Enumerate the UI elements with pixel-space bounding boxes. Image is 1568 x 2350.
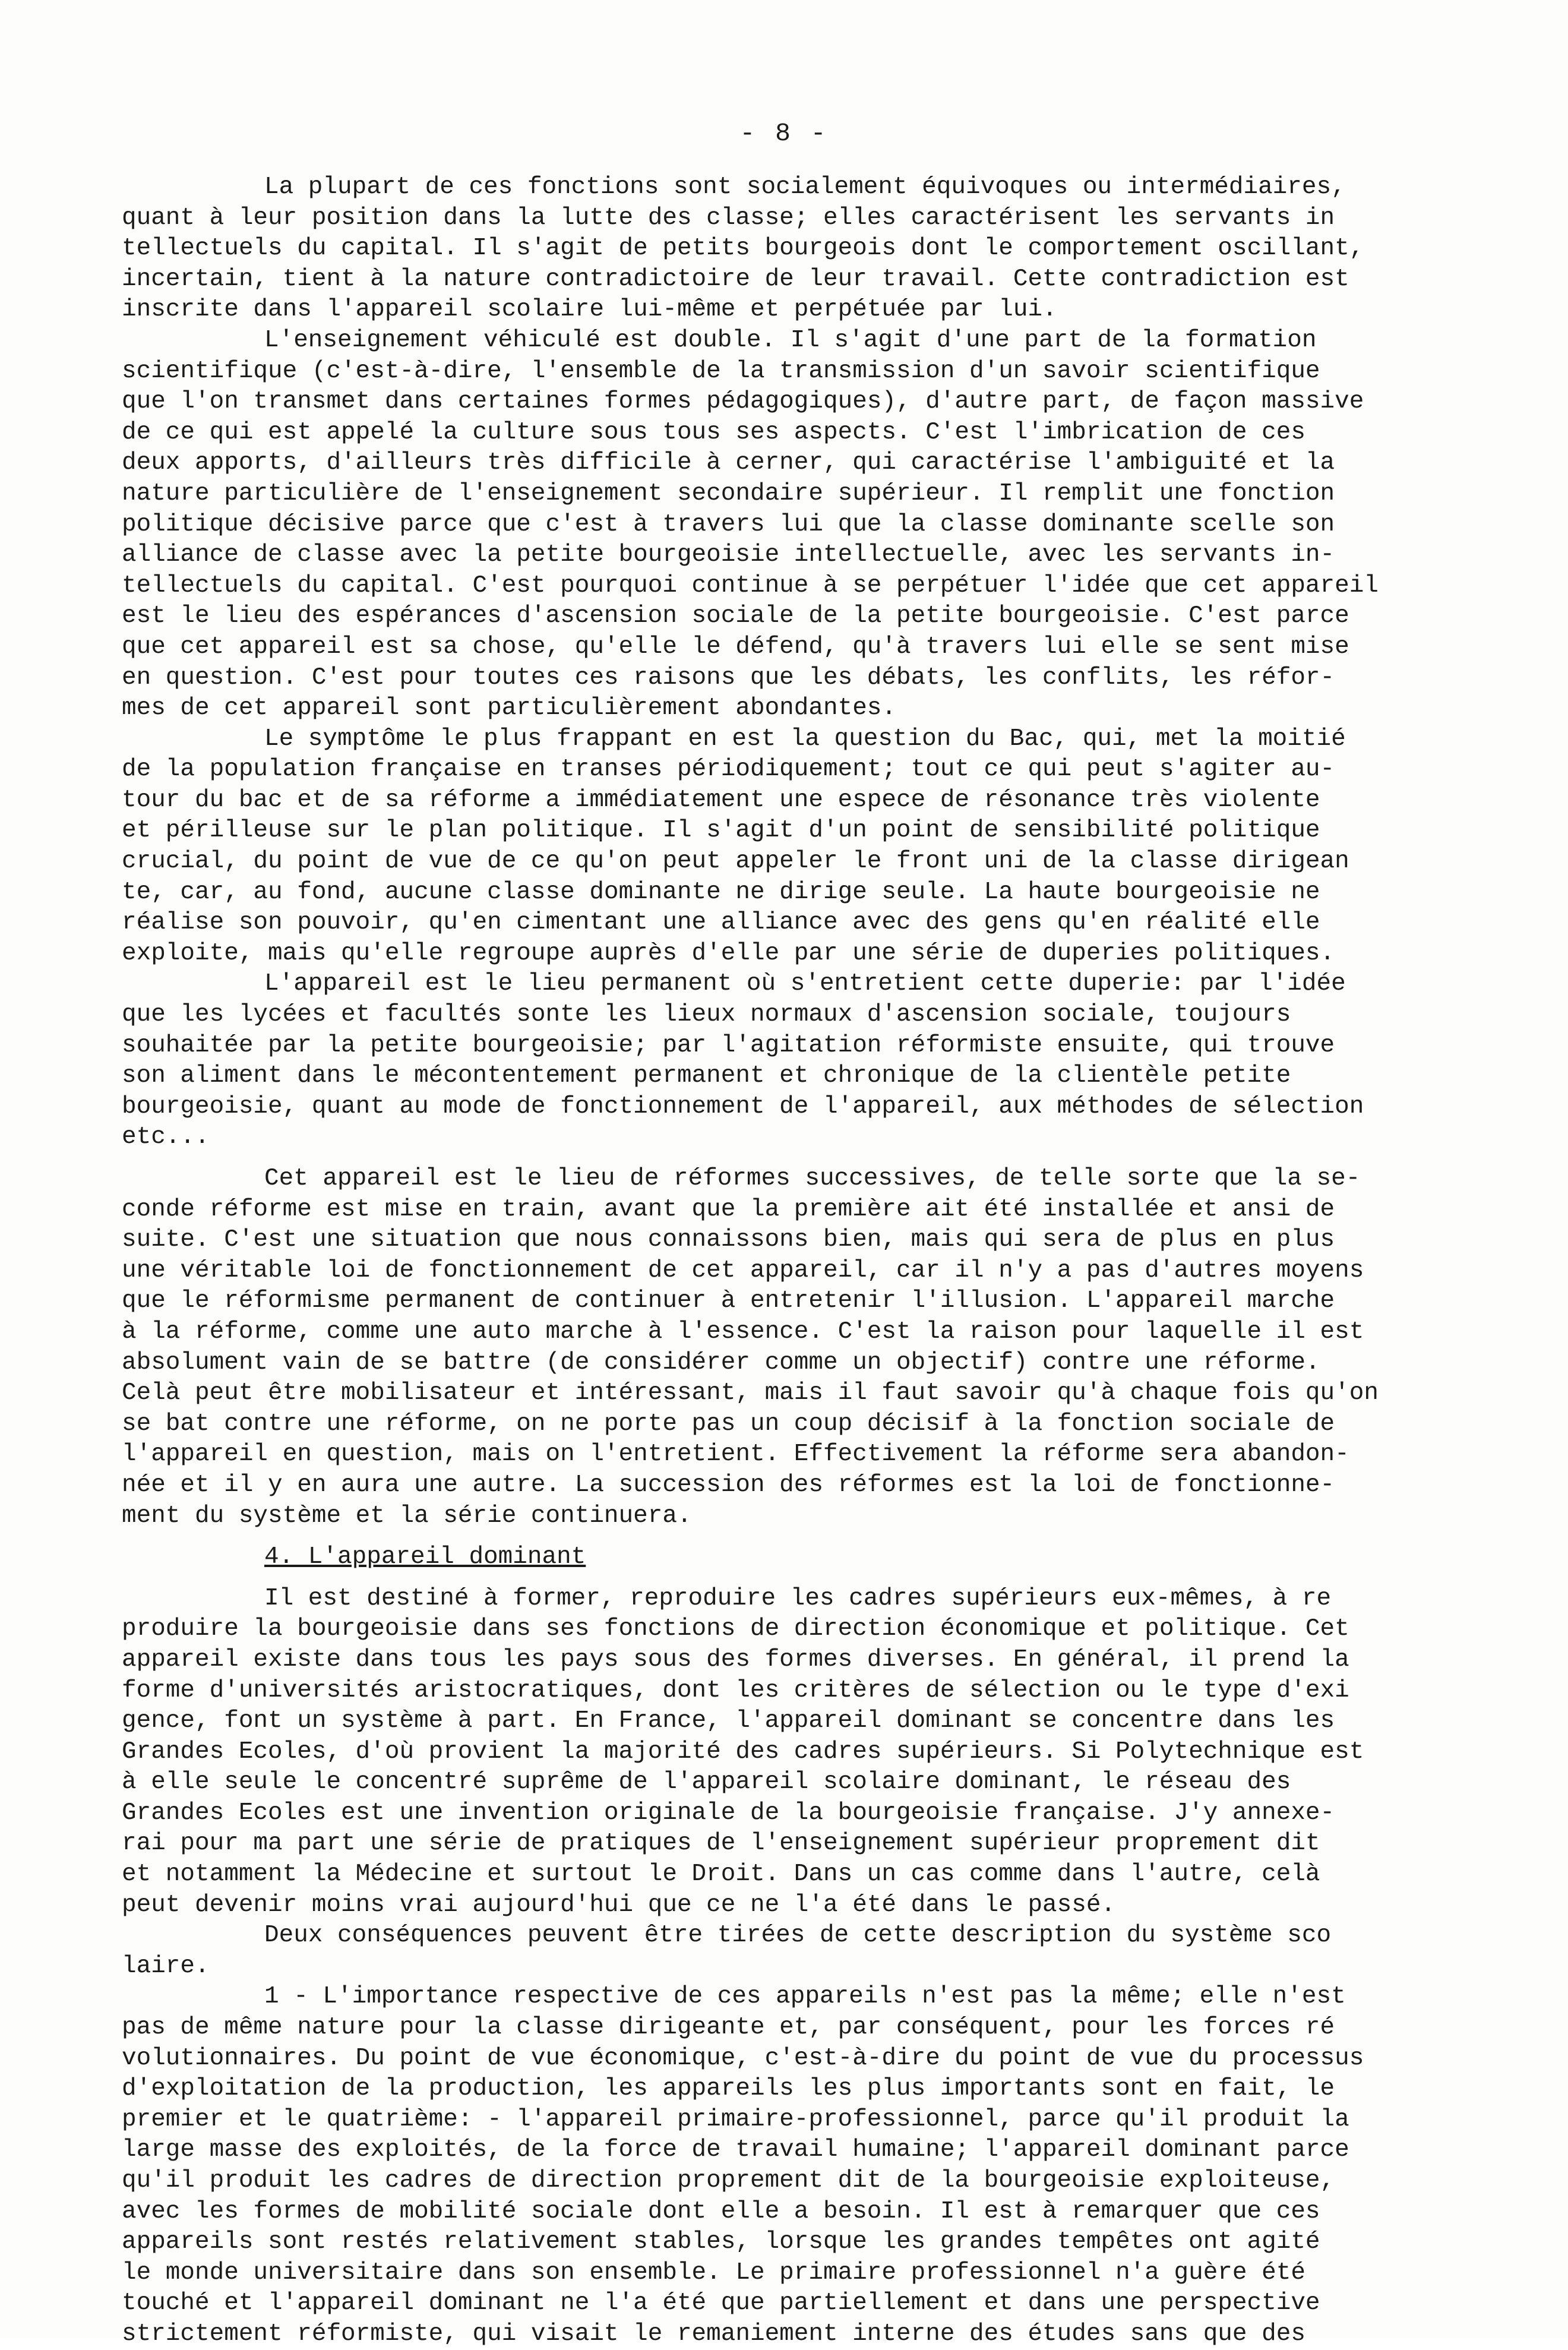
text-line: rai pour ma part une série de pratiques de l'enseignement supérieur proprement dit [122, 1830, 1320, 1858]
text-line: se bat contre une réforme, on ne porte pas un coup décisif à la fonction sociale de [122, 1410, 1335, 1438]
text-line: bourgeoisie, quant au mode de fonctionnement de l'appareil, aux méthodes de sélection [122, 1092, 1364, 1120]
paragraph [122, 326, 1411, 724]
text-line: etc... [122, 1123, 210, 1151]
text-line: et notamment la Médecine et surtout le Droit. Dans un cas comme dans l'autre, celà [122, 1861, 1320, 1888]
text-line: Deux conséquences peuvent être tirées de cette description du système sco [264, 1922, 1332, 1950]
text-line: appareils sont restés relativement stables, lorsque les grandes tempêtes ont agité [122, 2228, 1320, 2256]
text-line: appareil existe dans tous les pays sous des formes diverses. En général, il prend la [122, 1645, 1349, 1673]
text-line: en question. C'est pour toutes ces raisons que les débats, les conflits, les réfor- [122, 664, 1335, 691]
text-line: et périlleuse sur le plan politique. Il s'agit d'un point de sensibilité politique [122, 817, 1320, 845]
text-line: d'exploitation de la production, les appareils les plus importants sont en fait, le [122, 2075, 1335, 2103]
text-line: ment du système et la série continuera. [122, 1502, 692, 1530]
text-line: forme d'universités aristocratiques, dont les critères de sélection ou le type d'exi [122, 1676, 1349, 1704]
text-line: Le symptôme le plus frappant en est la question du Bac, qui, met la moitié [264, 725, 1346, 753]
paragraph-gap [122, 1573, 1411, 1584]
text-line: le monde universitaire dans son ensemble. Le primaire professionnel n'a guère été [122, 2259, 1305, 2286]
text-line: deux apports, d'ailleurs très difficile à cerner, qui caractérise l'ambiguité et la [122, 449, 1335, 477]
paragraph [122, 1584, 1411, 1921]
text-line: pas de même nature pour la classe dirigeante et, par conséquent, pour les forces ré [122, 2014, 1335, 2042]
text-line: que cet appareil est sa chose, qu'elle le défend, qu'à travers lui elle se sent mise [122, 633, 1349, 661]
text-line: l'appareil en question, mais on l'entretient. Effectivement la réforme sera abandon- [122, 1441, 1349, 1468]
text-line: de la population française en transes périodiquement; tout ce qui peut s'agiter au- [122, 756, 1335, 784]
text-line: scientifique (c'est-à-dire, l'ensemble de la transmission d'un savoir scientifique [122, 357, 1320, 385]
paragraph [122, 1982, 1411, 2349]
text-line: gence, font un système à part. En France, l'appareil dominant se concentre dans les [122, 1707, 1335, 1735]
text-line: crucial, du point de vue de ce qu'on peut appeler le front uni de la classe dirigean [122, 848, 1349, 876]
paragraph [122, 969, 1411, 1153]
text-line: laire. [122, 1952, 210, 1980]
text-line: 1 - L'importance respective de ces appareils n'est pas la même; elle n'est [264, 1983, 1346, 2011]
text-line: incertain, tient à la nature contradictoire de leur travail. Cette contradiction est [122, 265, 1349, 293]
text-line: qu'il produit les cadres de direction proprement dit de la bourgeoisie exploiteuse, [122, 2167, 1335, 2194]
text-line: est le lieu des espérances d'ascension sociale de la petite bourgeoisie. C'est parce [122, 602, 1349, 630]
paragraph [122, 172, 1411, 326]
text-line: strictement réformiste, qui visait le remaniement interne des études sans que des [122, 2320, 1305, 2348]
text-line: La plupart de ces fonctions sont socialement équivoques ou intermédiaires, [264, 173, 1346, 201]
text-line: mes de cet appareil sont particulièrement abondantes. [122, 694, 897, 722]
text-line: à elle seule le concentré suprême de l'appareil scolaire dominant, le réseau des [122, 1768, 1291, 1796]
text-line: que l'on transmet dans certaines formes pédagogiques), d'autre part, de façon massive [122, 388, 1364, 416]
text-line: née et il y en aura une autre. La succession des réformes est la loi de fonctionne- [122, 1471, 1335, 1499]
text-line: L'enseignement véhiculé est double. Il s'agit d'une part de la formation [264, 326, 1317, 354]
text-line: de ce qui est appelé la culture sous tous ses aspects. C'est l'imbrication de ces [122, 418, 1305, 446]
text-line: touché et l'appareil dominant ne l'a été que partiellement et dans une perspective [122, 2289, 1320, 2317]
text-line: suite. C'est une situation que nous connaissons bien, mais qui sera de plus en plus [122, 1226, 1335, 1254]
text-line: à la réforme, comme une auto marche à l'essence. C'est la raison pour laquelle il est [122, 1318, 1364, 1345]
text-line: Celà peut être mobilisateur et intéressant, mais il faut savoir qu'à chaque fois qu'on [122, 1379, 1379, 1407]
text-line: tour du bac et de sa réforme a immédiatement une espece de résonance très violente [122, 786, 1320, 814]
text-line: que le réformisme permanent de continuer à entretenir l'illusion. L'appareil marche [122, 1287, 1335, 1315]
text-line: Il est destiné à former, reproduire les cadres supérieurs eux-mêmes, à re [264, 1584, 1332, 1612]
text-line: Grandes Ecoles, d'où provient la majorité des cadres supérieurs. Si Polytechnique est [122, 1738, 1364, 1765]
document-body [122, 172, 1411, 2350]
text-line: te, car, au fond, aucune classe dominante ne dirige seule. La haute bourgeoisie ne [122, 878, 1320, 906]
text-line: réalise son pouvoir, qu'en cimentant une alliance avec des gens qu'en réalité elle [122, 909, 1320, 937]
paragraph [122, 1921, 1411, 1982]
text-line: que les lycées et facultés sonte les lieux normaux d'ascension sociale, toujours [122, 1001, 1291, 1029]
paragraph [122, 1164, 1411, 1531]
paragraph [122, 724, 1411, 969]
text-line: alliance de classe avec la petite bourgeoisie intellectuelle, avec les servants in- [122, 541, 1335, 569]
text-line: inscrite dans l'appareil scolaire lui-même et perpétuée par lui. [122, 296, 1057, 324]
text-line: conde réforme est mise en train, avant que la première ait été installée et ansi de [122, 1195, 1335, 1223]
paragraph-gap [122, 1531, 1411, 1542]
text-line: premier et le quatrième: - l'appareil primaire-professionnel, parce qu'il produit la [122, 2105, 1349, 2133]
text-line: absolument vain de se battre (de considérer comme un objectif) contre une réforme. [122, 1348, 1320, 1376]
text-line: exploite, mais qu'elle regroupe auprès d'elle par une série de duperies politiques. [122, 939, 1335, 967]
text-line: tellectuels du capital. C'est pourquoi continue à se perpétuer l'idée que cet appareil [122, 571, 1379, 599]
text-line: large masse des exploités, de la force de travail humaine; l'appareil dominant parce [122, 2136, 1349, 2164]
text-line: avec les formes de mobilité sociale dont elle a besoin. Il est à remarquer que ces [122, 2197, 1320, 2225]
text-line: son aliment dans le mécontentement permanent et chronique de la clientèle petite [122, 1062, 1291, 1090]
text-line: tellectuels du capital. Il s'agit de petits bourgeois dont le comportement oscillant, [122, 235, 1364, 263]
text-line: L'appareil est le lieu permanent où s'entretient cette duperie: par l'idée [264, 970, 1346, 998]
text-line: quant à leur position dans la lutte des classe; elles caractérisent les servants in [122, 204, 1335, 232]
text-line: souhaitée par la petite bourgeoisie; par l'agitation réformiste ensuite, qui trouve [122, 1031, 1335, 1059]
text-line: Grandes Ecoles est une invention originale de la bourgeoisie française. J'y annexe- [122, 1799, 1335, 1827]
paragraph-gap [122, 1153, 1411, 1164]
page-number: - 8 - [739, 119, 829, 148]
text-line: volutionnaires. Du point de vue économique, c'est-à-dire du point de vue du processus [122, 2044, 1364, 2072]
text-line: nature particulière de l'enseignement secondaire supérieur. Il remplit une fonction [122, 479, 1335, 507]
text-line: peut devenir moins vrai aujourd'hui que ce ne l'a été dans le passé. [122, 1891, 1116, 1919]
text-line: politique décisive parce que c'est à travers lui que la classe dominante scelle son [122, 510, 1335, 538]
text-line: Cet appareil est le lieu de réformes successives, de telle sorte que la se- [264, 1165, 1361, 1192]
section-heading-block [122, 1542, 1411, 1573]
text-line: produire la bourgeoisie dans ses fonctions de direction économique et politique. Cet [122, 1615, 1349, 1643]
text-line: une véritable loi de fonctionnement de cet appareil, car il n'y a pas d'autres moyens [122, 1256, 1364, 1284]
section-heading: 4. L'appareil dominant [264, 1543, 586, 1571]
